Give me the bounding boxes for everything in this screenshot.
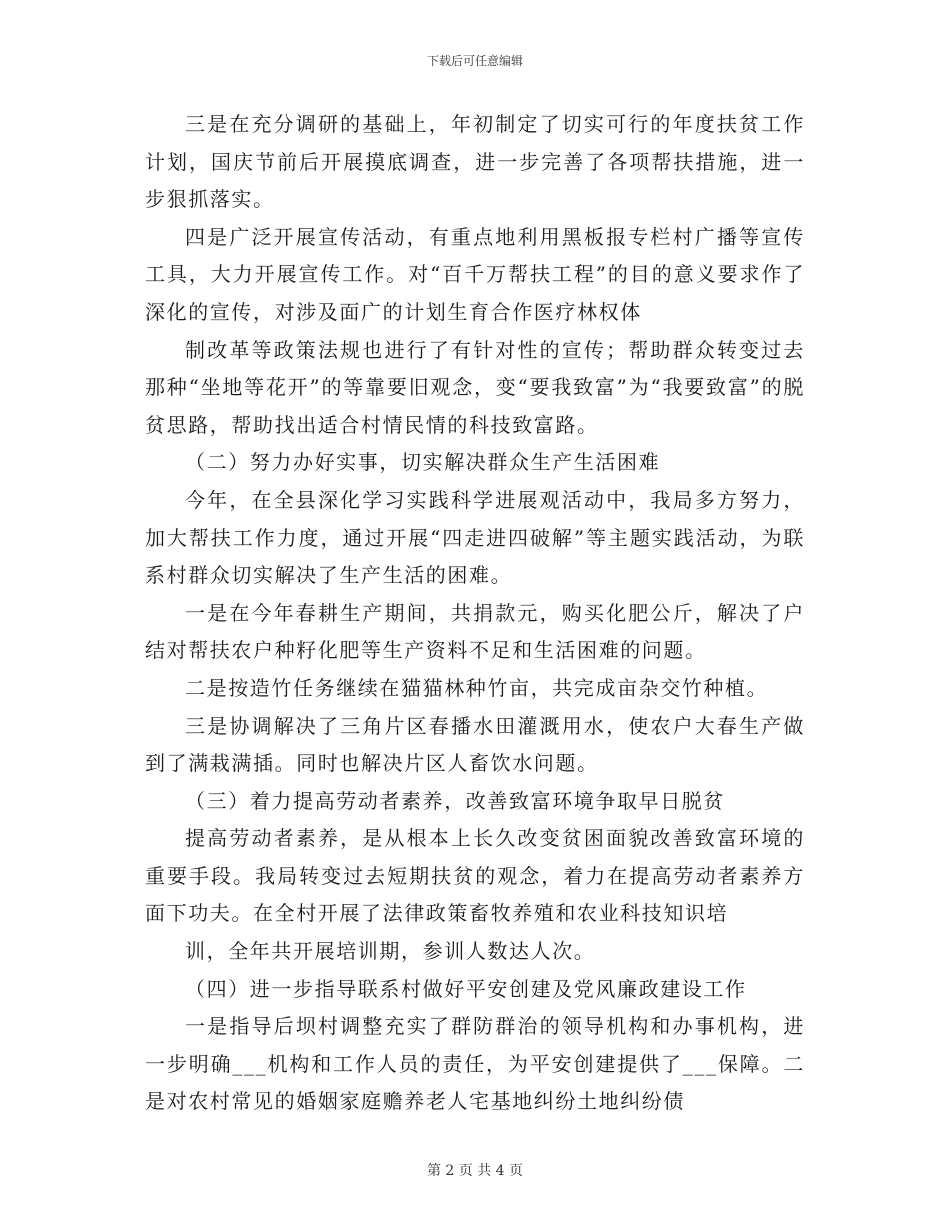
section-heading: （四）进一步指导联系村做好平安创建及党风廉政建设工作 [185,976,747,1001]
page-header-note: 下载后可任意编辑 [426,54,523,68]
paragraph: 提高劳动者素养，是从根本上长久改变贫困面貌改善致富环境的重要手段。我局转变过去短期扶贫的观念，着力在提高劳动者素养方面下功夫。在全村开展了法律政策畜牧养殖和农业科技知识培 [145,826,805,926]
paragraph: 三是在充分调研的基础上，年初制定了切实可行的年度扶贫工作计划，国庆节前后开展摸底调查，进一步完善了各项帮扶措施，进一步狠抓落实。 [145,112,805,212]
paragraph: 三是协调解决了三角片区春播水田灌溉用水，使农户大春生产做到了满栽满插。同时也解决片区人畜饮水问题。 [145,713,805,776]
paragraph: 一是在今年春耕生产期间，共捐款元，购买化肥公斤，解决了户结对帮扶农户种籽化肥等生产资料不足和生活困难的问题。 [145,600,805,663]
section-heading: （三）着力提高劳动者素养，改善致富环境争取早日脱贫 [185,788,725,813]
page-number-footer: 第 2 页 共 4 页 [426,1163,524,1179]
paragraph: 二是按造竹任务继续在猫猫林种竹亩，共完成亩杂交竹种植。 [185,675,769,700]
paragraph: 一是指导后坝村调整充实了群防群治的领导机构和办事机构，进一步明确___机构和工作人员的责任，为平安创建提供了___保障。二是对农村常见的婚姻家庭赡养老人宅基地纠纷土地纠纷债 [145,1014,805,1114]
paragraph: 训，全年共开展培训期，参训人数达人次。 [185,939,596,964]
document-body [145,106,805,1121]
paragraph: 四是广泛开展宣传活动，有重点地利用黑板报专栏村广播等宣传工具，大力开展宣传工作。对“百千万帮扶工程”的目的意义要求作了深化的宣传，对涉及面广的计划生育合作医疗林权体 [145,224,805,324]
section-heading: （二）努力办好实事，切实解决群众生产生活困难 [185,450,661,475]
paragraph: 制改革等政策法规也进行了有针对性的宣传；帮助群众转变过去那种“坐地等花开”的等靠要旧观念，变“要我致富”为“我要致富”的脱贫思路，帮助找出适合村情民情的科技致富路。 [145,337,805,437]
paragraph: 今年，在全县深化学习实践科学进展观活动中，我局多方努力，加大帮扶工作力度，通过开展“四走进四破解”等主题实践活动，为联系村群众切实解决了生产生活的困难。 [145,487,805,588]
